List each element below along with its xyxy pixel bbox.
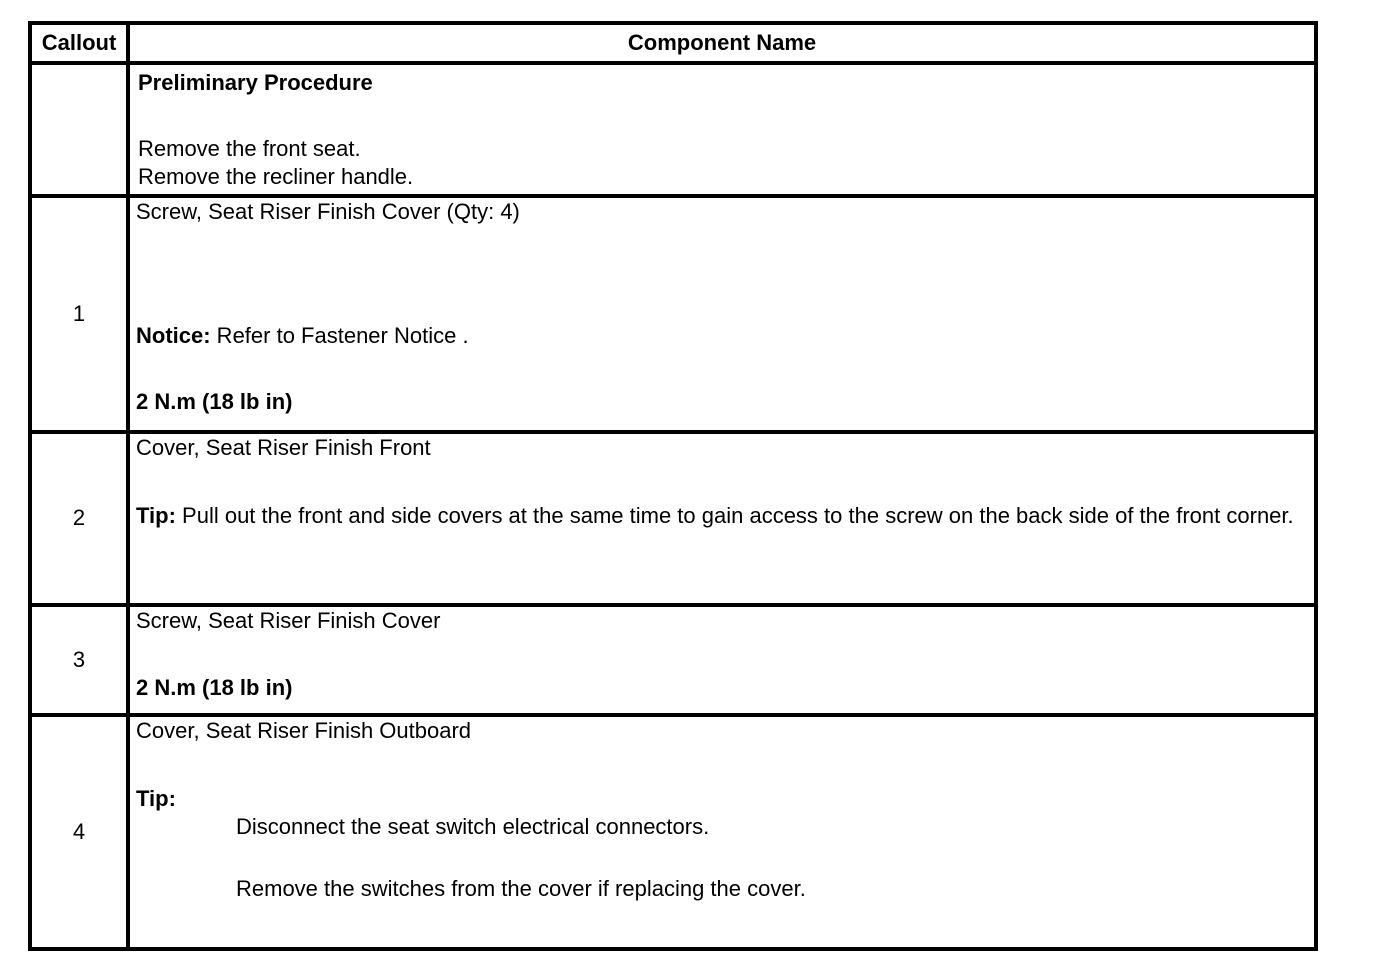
callout-column-header: Callout [30, 23, 128, 63]
table-row [30, 605, 1316, 715]
preliminary-step: Remove the front seat. [138, 136, 361, 162]
component-name: Screw, Seat Riser Finish Cover [136, 607, 441, 633]
component-cell [128, 605, 1316, 715]
preliminary-title: Preliminary Procedure [138, 70, 373, 96]
table-header-row [30, 23, 1316, 63]
callout-number: 1 [30, 196, 128, 432]
preliminary-row [30, 63, 1316, 195]
component-name: Cover, Seat Riser Finish Outboard [136, 717, 472, 743]
component-name: Cover, Seat Riser Finish Front [136, 434, 431, 460]
tip-paragraph [136, 502, 1312, 530]
notice-text: Refer to Fastener Notice . [210, 322, 469, 348]
table-row [30, 196, 1316, 432]
table-row [30, 715, 1316, 949]
callout-number: 4 [30, 715, 128, 949]
component-table [28, 21, 1318, 951]
tip-label: Tip: [136, 502, 176, 528]
preliminary-callout-cell [30, 63, 128, 195]
component-name: Screw, Seat Riser Finish Cover (Qty: 4) [136, 198, 520, 224]
tip-step: Disconnect the seat switch electrical connectors. [236, 813, 710, 839]
component-cell [128, 715, 1316, 949]
preliminary-step: Remove the recliner handle. [138, 164, 414, 190]
tip-text: Pull out the front and side covers at the same time to gain access to the screw on the back side of the front corner. [175, 502, 1294, 528]
callout-number: 2 [30, 432, 128, 605]
torque-spec: 2 N.m (18 lb in) [136, 674, 293, 700]
component-cell [128, 196, 1316, 432]
component-cell [128, 432, 1316, 605]
tip-step: Remove the switches from the cover if replacing the cover. [236, 875, 806, 901]
notice-line [136, 322, 1312, 350]
table-row [30, 432, 1316, 605]
notice-label: Notice: [136, 322, 211, 348]
preliminary-content-cell [128, 63, 1316, 195]
component-name-column-header: Component Name [128, 23, 1316, 63]
torque-spec: 2 N.m (18 lb in) [136, 388, 293, 414]
callout-number: 3 [30, 605, 128, 715]
tip-label: Tip: [136, 785, 176, 811]
